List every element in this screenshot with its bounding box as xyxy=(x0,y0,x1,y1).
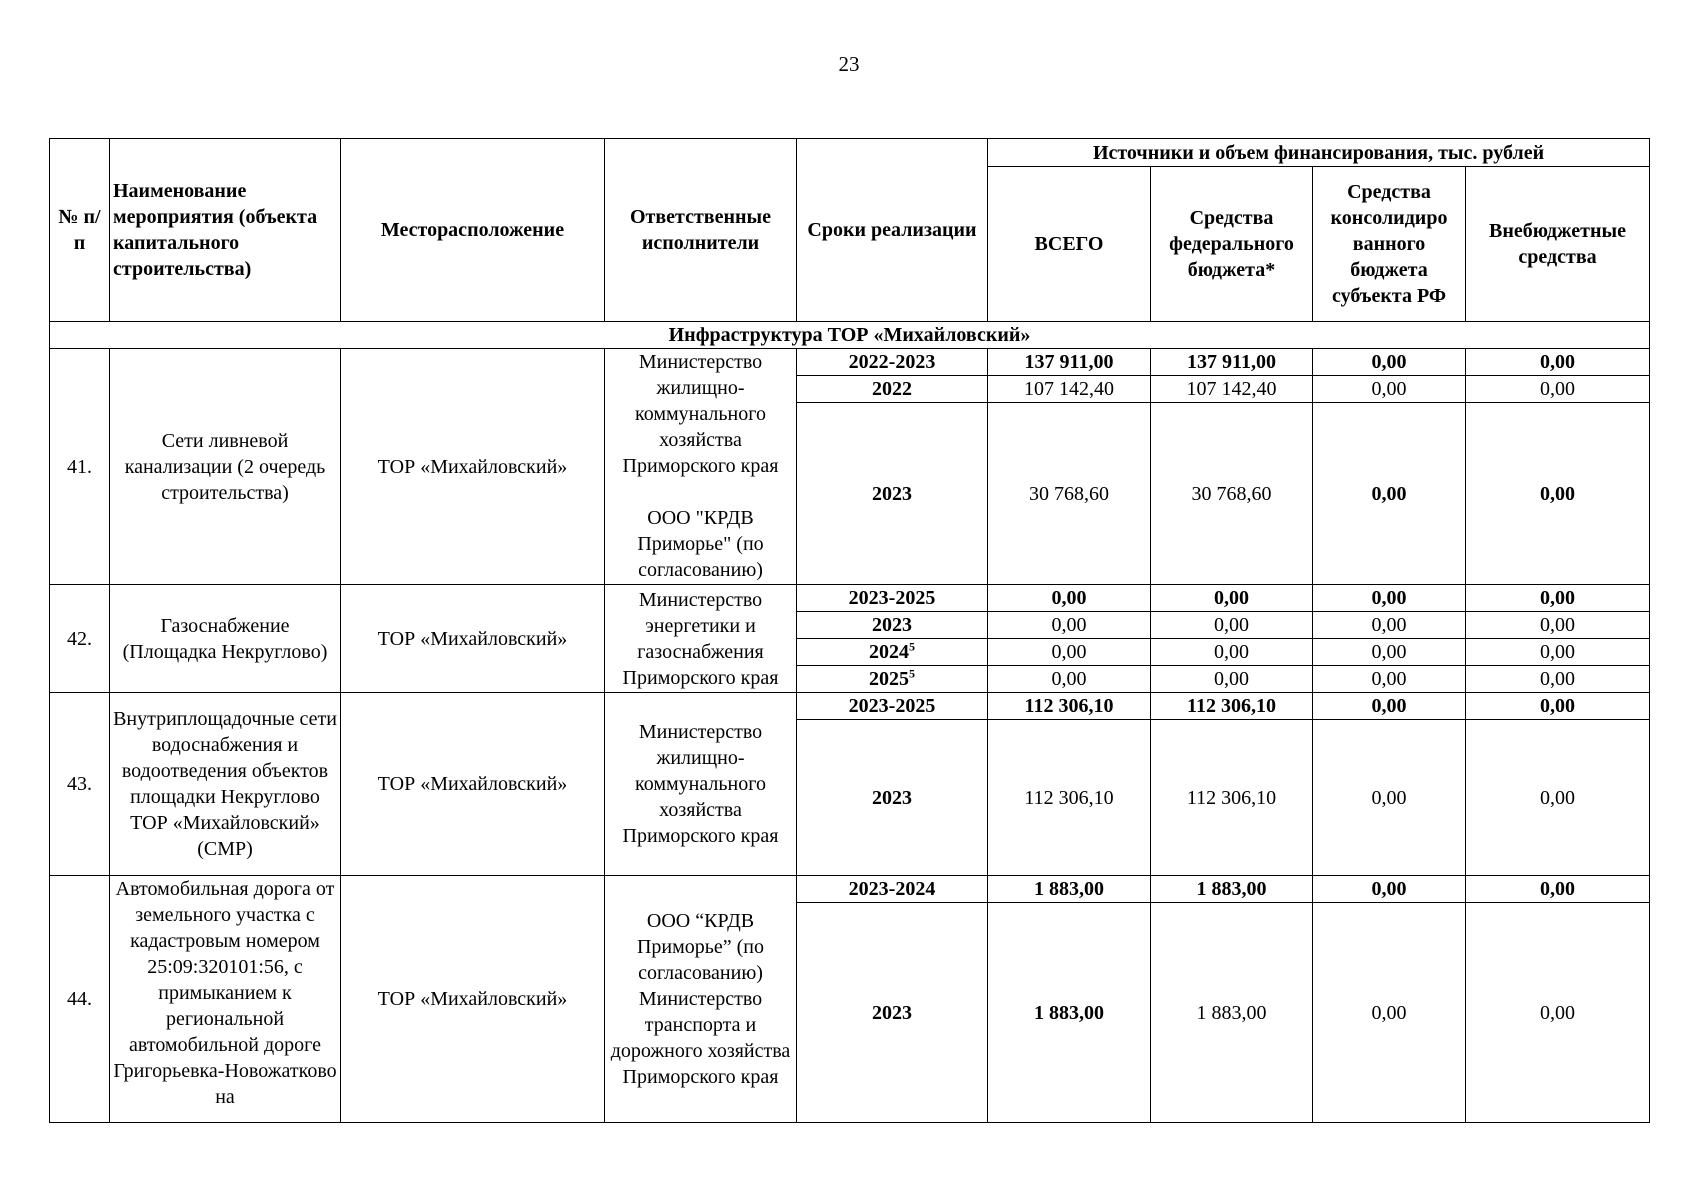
fin-regional: 0,00 xyxy=(1313,612,1466,639)
header-num: № п/п xyxy=(50,139,110,322)
fin-total: 112 306,10 xyxy=(988,693,1151,720)
fin-regional: 0,00 xyxy=(1313,403,1466,585)
fin-period-year: 2025 xyxy=(869,668,909,690)
fin-period xyxy=(797,666,988,693)
fin-total: 0,00 xyxy=(988,666,1151,693)
fin-federal: 0,00 xyxy=(1151,585,1313,612)
fin-federal: 1 883,00 xyxy=(1151,876,1313,903)
fin-period: 2023 xyxy=(797,903,988,1123)
fin-regional: 0,00 xyxy=(1313,720,1466,876)
section-title: Инфраструктура ТОР «Михайловский» xyxy=(50,322,1650,349)
row-num: 42. xyxy=(50,585,110,693)
fin-federal: 112 306,10 xyxy=(1151,720,1313,876)
header-extra: Внебюджетные средства xyxy=(1466,167,1650,322)
header-location: Месторасположение xyxy=(341,139,605,322)
fin-federal: 112 306,10 xyxy=(1151,693,1313,720)
fin-period-year: 2024 xyxy=(869,641,909,663)
row-num: 43. xyxy=(50,693,110,876)
row-location: ТОР «Михайловский» xyxy=(341,876,605,1123)
fin-extra: 0,00 xyxy=(1466,720,1650,876)
fin-federal: 0,00 xyxy=(1151,666,1313,693)
fin-period: 2023 xyxy=(797,612,988,639)
financing-table xyxy=(49,138,1650,1123)
fin-federal: 107 142,40 xyxy=(1151,376,1313,403)
fin-federal: 0,00 xyxy=(1151,639,1313,666)
fin-period: 2022-2023 xyxy=(797,349,988,376)
fin-period: 2023 xyxy=(797,403,988,585)
fin-total: 0,00 xyxy=(988,639,1151,666)
row-executors: Министерство жилищно-коммунального хозяйства Приморского края xyxy=(605,693,797,876)
fin-extra: 0,00 xyxy=(1466,349,1650,376)
fin-federal: 137 911,00 xyxy=(1151,349,1313,376)
row-num: 41. xyxy=(50,349,110,585)
fin-federal: 30 768,60 xyxy=(1151,403,1313,585)
fin-total: 0,00 xyxy=(988,585,1151,612)
fin-period xyxy=(797,639,988,666)
fin-regional: 0,00 xyxy=(1313,585,1466,612)
fin-extra: 0,00 xyxy=(1466,403,1650,585)
row-location: ТОР «Михайловский» xyxy=(341,693,605,876)
fin-period: 2023-2024 xyxy=(797,876,988,903)
fin-regional: 0,00 xyxy=(1313,693,1466,720)
header-federal: Средства федерального бюджета* xyxy=(1151,167,1313,322)
fin-federal: 1 883,00 xyxy=(1151,903,1313,1123)
fin-total: 112 306,10 xyxy=(988,720,1151,876)
fin-period: 2023-2025 xyxy=(797,693,988,720)
fin-total: 1 883,00 xyxy=(988,876,1151,903)
row-num: 44. xyxy=(50,876,110,1123)
header-financing-group: Источники и объем финансирования, тыс. рублей xyxy=(988,139,1650,167)
header-executors: Ответственные исполнители xyxy=(605,139,797,322)
header-period: Сроки реализации xyxy=(797,139,988,322)
row-executors: ООО “КРДВ Приморье” (по согласованию) Министерство транспорта и дорожного хозяйства Приморского края xyxy=(605,876,797,1123)
header-regional: Средства консолидиро ванного бюджета субъекта РФ xyxy=(1313,167,1466,322)
fin-extra: 0,00 xyxy=(1466,376,1650,403)
fin-total: 30 768,60 xyxy=(988,403,1151,585)
fin-regional: 0,00 xyxy=(1313,376,1466,403)
footnote-mark: 5 xyxy=(909,639,915,654)
row-name: Сети ливневой канализации (2 очередь строительства) xyxy=(110,349,341,585)
row-location: ТОР «Михайловский» xyxy=(341,349,605,585)
fin-total: 137 911,00 xyxy=(988,349,1151,376)
header-total: ВСЕГО xyxy=(988,167,1151,322)
row-executors: Министерство энергетики и газоснабжения Приморского края xyxy=(605,585,797,693)
row-name: Газоснабжение (Площадка Некруглово) xyxy=(110,585,341,693)
footnote-mark: 5 xyxy=(909,666,915,681)
fin-period: 2022 xyxy=(797,376,988,403)
fin-regional: 0,00 xyxy=(1313,903,1466,1123)
fin-total: 107 142,40 xyxy=(988,376,1151,403)
fin-regional: 0,00 xyxy=(1313,349,1466,376)
fin-total: 1 883,00 xyxy=(988,903,1151,1123)
row-executors: Министерство жилищно-коммунального хозяйства Приморского края ООО "КРДВ Приморье" (по согласованию) xyxy=(605,349,797,585)
fin-extra: 0,00 xyxy=(1466,903,1650,1123)
fin-total: 0,00 xyxy=(988,612,1151,639)
fin-extra: 0,00 xyxy=(1466,693,1650,720)
fin-regional: 0,00 xyxy=(1313,666,1466,693)
fin-period: 2023-2025 xyxy=(797,585,988,612)
fin-federal: 0,00 xyxy=(1151,612,1313,639)
row-name: Автомобильная дорога от земельного участка с кадастровым номером 25:09:320101:56, с примыканием к региональной автомобильной дороге Григорьевка-Новожатково на xyxy=(110,876,341,1123)
fin-extra: 0,00 xyxy=(1466,876,1650,903)
fin-period: 2023 xyxy=(797,720,988,876)
header-name: Наименование мероприятия (объекта капитального строительства) xyxy=(110,139,341,322)
fin-extra: 0,00 xyxy=(1466,612,1650,639)
row-location: ТОР «Михайловский» xyxy=(341,585,605,693)
fin-extra: 0,00 xyxy=(1466,639,1650,666)
fin-extra: 0,00 xyxy=(1466,585,1650,612)
fin-regional: 0,00 xyxy=(1313,639,1466,666)
fin-regional: 0,00 xyxy=(1313,876,1466,903)
fin-extra: 0,00 xyxy=(1466,666,1650,693)
row-name: Внутриплощадочные сети водоснабжения и водоотведения объектов площадки Некруглово ТОР «Михайловский» (СМР) xyxy=(110,693,341,876)
page-number: 23 xyxy=(838,52,860,76)
